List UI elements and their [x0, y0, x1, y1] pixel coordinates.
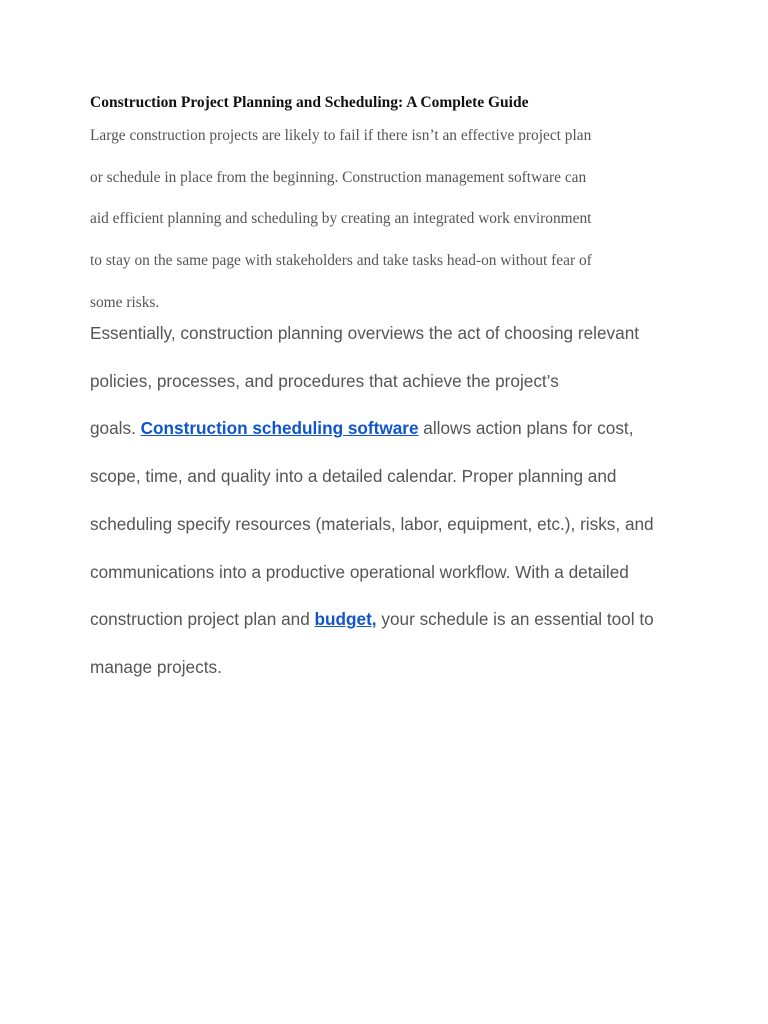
intro-line: to stay on the same page with stakeholders and take tasks head-on without fear of — [90, 252, 592, 270]
paragraph-line: policies, processes, and procedures that achieve the project’s — [90, 370, 559, 391]
intro-paragraph — [90, 115, 682, 324]
document-title: Construction Project Planning and Scheduling: A Complete Guide — [90, 94, 529, 111]
budget-link[interactable]: budget, — [314, 609, 377, 630]
paragraph-text: your schedule is an essential tool to — [376, 609, 654, 630]
paragraph-text: construction project plan and — [90, 609, 315, 630]
paragraph-line: scheduling specify resources (materials, labor, equipment, etc.), risks, and — [90, 513, 654, 534]
construction-scheduling-software-link[interactable]: Construction scheduling software — [140, 418, 419, 439]
paragraph-line: manage projects. — [90, 656, 222, 677]
paragraph-line — [90, 596, 690, 644]
paragraph-text: allows action plans for cost, — [418, 418, 634, 439]
paragraph-line: Essentially, construction planning overviews the act of choosing relevant — [90, 323, 640, 343]
intro-line: or schedule in place from the beginning. Construction management software can — [90, 168, 587, 186]
planning-paragraph — [90, 310, 690, 692]
intro-line: aid efficient planning and scheduling by creating an integrated work environment — [90, 210, 592, 228]
intro-line: some risks. — [90, 293, 160, 311]
paragraph-line: communications into a productive operational workflow. With a detailed — [90, 561, 629, 582]
intro-line: Large construction projects are likely to fail if there isn’t an effective project plan — [90, 127, 592, 144]
paragraph-text: goals. — [90, 418, 141, 439]
paragraph-line — [90, 405, 690, 453]
paragraph-line: scope, time, and quality into a detailed calendar. Proper planning and — [90, 466, 617, 487]
